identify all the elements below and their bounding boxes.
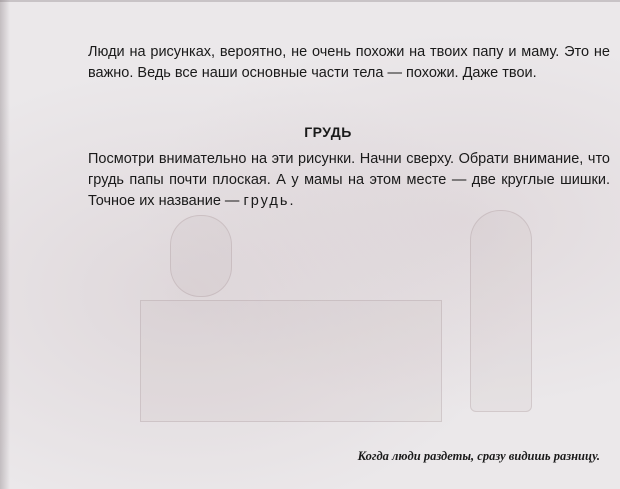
page-binding-shadow [0, 0, 10, 489]
show-through-illustration [470, 210, 532, 412]
emphasized-term: грудь [243, 193, 290, 209]
section-paragraph-text: Посмотри внимательно на эти рисунки. Начни сверху. Обрати внимание, что грудь папы почти плоская. А у мамы на этом месте — две круглые шишки. Точное их название — [88, 151, 610, 209]
show-through-illustration [140, 300, 442, 422]
page-top-edge [0, 0, 620, 2]
section-heading: ГРУДЬ [304, 124, 352, 140]
illustration-caption: Когда люди раздеты, сразу видишь разницу. [357, 449, 600, 463]
intro-paragraph: Люди на рисунках, вероятно, не очень похожи на твоих папу и маму. Это не важно. Ведь все наши основные части тела — похожи. Даже твои. [88, 44, 610, 81]
show-through-illustration [170, 215, 232, 297]
term-period: . [289, 193, 294, 209]
section-paragraph [88, 149, 610, 212]
